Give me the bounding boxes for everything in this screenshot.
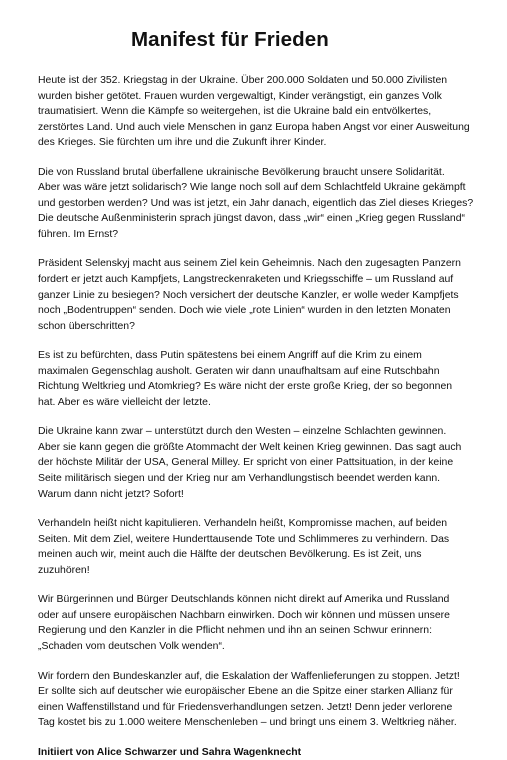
text-line: Die von Russland brutal überfallene ukrainische Bevölkerung braucht unsere Solidarität.: [38, 166, 445, 178]
text-line: der höchste Militär der USA, General Milley. Er spricht von einer Pattsituation, in der keine: [38, 457, 454, 469]
text-line: Er sollte sich auf deutscher wie europäischer Ebene an die Spitze einer starken Allianz für: [38, 686, 453, 698]
document-page: [38, 26, 474, 760]
text-line: Regierung und den Kanzler in die Pflicht nehmen und ihn an seinen Schwur erinnern:: [38, 625, 432, 637]
text-line: meinen auch wir, meint auch die Hälfte der deutschen Bevölkerung. Es ist Zeit, uns: [38, 549, 422, 561]
paragraph: [38, 165, 474, 243]
document-signature: Initiiert von Alice Schwarzer und Sahra Wagenknecht: [38, 746, 302, 758]
text-line: Seite militärisch siegen und der Krieg nur am Verhandlungstisch beendet werden kann.: [38, 473, 441, 485]
paragraph: [38, 348, 474, 410]
text-line: ganzer Linie zu besiegen? Noch versichert der deutsche Kanzler, er wolle weder Kampfjets: [38, 289, 459, 301]
text-line: Seiten. Mit dem Ziel, weitere Hunderttausende Tote und Schlimmeres zu verhindern. Das: [38, 533, 450, 545]
text-line: „Schaden vom deutschen Volk wenden“.: [38, 640, 225, 652]
document-title: Manifest für Frieden: [131, 28, 329, 51]
text-line: führen. Im Ernst?: [38, 228, 119, 240]
text-line: Verhandeln heißt nicht kapitulieren. Verhandeln heißt, Kompromisse machen, auf beiden: [38, 518, 448, 530]
text-line: Es ist zu befürchten, dass Putin spätestens bei einem Angriff auf die Krim zu einem: [38, 350, 422, 362]
text-line: Aber sie kann gegen die größte Atommacht der Welt keinen Krieg gewinnen. Das sagt auch: [38, 441, 462, 453]
text-line: des Krieges. Sie fürchten um ihre und die Zukunft ihrer Kinder.: [38, 137, 327, 149]
paragraph: [38, 424, 474, 502]
text-line: Wir Bürgerinnen und Bürger Deutschlands können nicht direkt auf Amerika und Russland: [38, 594, 450, 606]
text-line: zerstörtes Land. Und auch viele Menschen in ganz Europa haben Angst vor einer Ausweitung: [38, 121, 470, 133]
text-line: Aber was wäre jetzt solidarisch? Wie lange noch soll auf dem Schlachtfeld Ukraine gekämpft: [38, 182, 466, 194]
text-line: Tag kostet bis zu 1.000 weitere Menschenleben – und bringt uns einem 3. Weltkrieg näher.: [38, 717, 457, 729]
text-line: maximalen Gegenschlag ausholt. Geraten wir dann unaufhaltsam auf eine Rutschbahn: [38, 365, 440, 377]
text-line: einen Waffenstillstand und für Friedensverhandlungen setzen. Jetzt! Denn jeder verlorene: [38, 701, 453, 713]
text-line: schon überschritten?: [38, 320, 135, 332]
text-line: oder auf unsere europäischen Nachbarn einwirken. Doch wir können und müssen unsere: [38, 609, 450, 621]
paragraph: [38, 73, 474, 151]
document-body: [38, 73, 474, 731]
paragraph: [38, 256, 474, 334]
text-line: Heute ist der 352. Kriegstag in der Ukraine. Über 200.000 Soldaten und 50.000 Zivilisten: [38, 75, 448, 86]
text-line: Richtung Weltkrieg und Atomkrieg? Es wäre nicht der erste große Krieg, der so begonnen: [38, 381, 453, 393]
text-line: noch „Bodentruppen“ senden. Doch wie viele „rote Linien“ wurden in den letzten Monaten: [38, 305, 451, 317]
paragraph: [38, 592, 474, 654]
text-line: und gestorben werden? Und was ist jetzt, ein Jahr danach, eigentlich das Ziel dieses Krieges?: [38, 197, 474, 209]
text-line: Warum dann nicht jetzt? Sofort!: [38, 488, 184, 500]
text-line: traumatisiert. Wenn die Kämpfe so weitergehen, ist die Ukraine bald ein entvölkertes,: [38, 106, 432, 118]
text-line: zuzuhören!: [38, 564, 90, 576]
text-line: Wir fordern den Bundeskanzler auf, die Eskalation der Waffenlieferungen zu stoppen. Jetzt!: [38, 670, 460, 682]
text-line: hat. Aber es wäre vielleicht der letzte.: [38, 396, 211, 408]
text-line: wurden bisher getötet. Frauen wurden vergewaltigt, Kinder verängstigt, ein ganzes Volk: [38, 90, 442, 102]
text-line: Präsident Selenskyj macht aus seinem Ziel kein Geheimnis. Nach den zugesagten Panzern: [38, 258, 461, 270]
text-line: fordert er jetzt auch Kampfjets, Langstreckenraketen und Kriegsschiffe – um Russland auf: [38, 274, 454, 286]
paragraph: [38, 669, 474, 731]
text-line: Die Ukraine kann zwar – unterstützt durch den Westen – einzelne Schlachten gewinnen.: [38, 426, 447, 438]
text-line: Die deutsche Außenministerin sprach jüngst davon, dass „wir“ einen „Krieg gegen Russland“: [38, 213, 465, 225]
paragraph: [38, 516, 474, 578]
